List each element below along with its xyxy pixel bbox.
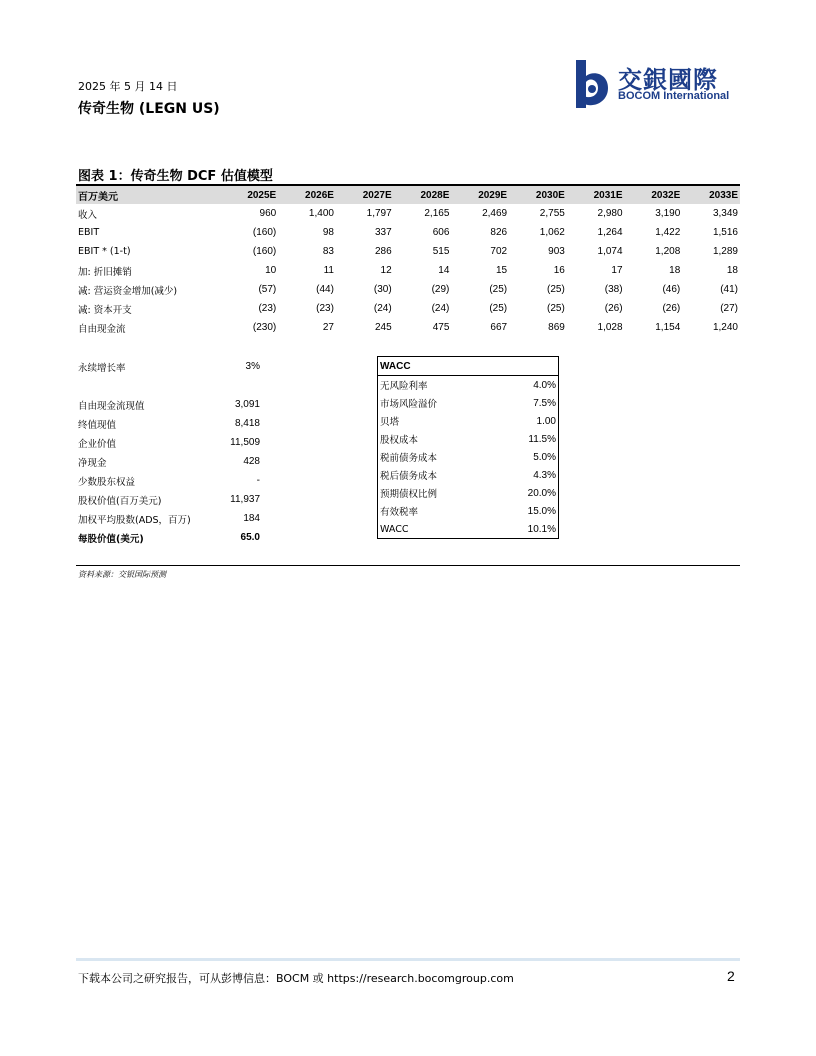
cell-value: (29) [431,284,450,295]
table-row [378,502,559,520]
cell-value: 98 [322,227,334,238]
logo-chinese: 交銀國際 [618,66,718,94]
table-row [378,484,559,502]
company-title: 传奇生物 (LEGN US) [78,101,220,117]
row-label: 贝塔 [380,417,400,428]
cell-value: 1,516 [712,227,738,238]
cell-value: 1,400 [308,208,334,219]
row-label: 预期债权比例 [380,489,438,500]
cell-value: 16 [553,265,565,276]
report-date: 2025 年 5 月 14 日 [78,80,178,93]
cell-value: (57) [258,284,277,295]
cell-value: 18 [726,265,738,276]
year-header: 2025E [221,186,279,204]
cell-value: 15 [495,265,508,276]
table-row [378,466,559,484]
row-label: EBIT [78,227,100,238]
figure-title: 图表 1：传奇生物 DCF 估值模型 [78,169,273,184]
cell-value: 4.3% [533,469,556,481]
table-row [76,433,262,452]
year-header: 2033E [682,186,740,204]
spacer-cell [76,376,220,395]
table-row [76,299,740,318]
cell-value: 1,240 [712,322,738,333]
table-row [76,414,262,433]
cell-value: (38) [604,284,623,295]
table-row [378,412,559,430]
cell-value: 1,028 [597,322,623,333]
cell-value: 1,154 [655,322,681,333]
row-label: 净现金 [78,457,107,469]
table-row [76,452,262,471]
row-label: 企业价值 [78,438,117,450]
table-row-total [76,528,262,547]
cell-value: 1,062 [539,227,565,238]
footer-rule [76,958,740,961]
cell-value: 11,509 [230,437,260,448]
year-header: 2031E [567,186,625,204]
cell-value: 702 [490,246,508,257]
row-label: 少数股东权益 [78,476,136,488]
table-row [76,318,740,337]
table-row [378,430,559,448]
cell-value: 515 [432,246,450,257]
cell-value: 1,797 [366,208,392,219]
year-header: 2029E [451,186,509,204]
page-number: 2 [727,968,735,984]
cell-value: 1,074 [597,246,623,257]
cell-value: 667 [490,322,508,333]
table-row [76,242,740,261]
cell-value: - [256,475,260,486]
growth-value: 3% [245,361,260,372]
growth-label: 永续增长率 [78,362,126,374]
table-row [76,395,262,414]
cell-value: 960 [259,208,277,219]
row-label: 减: 资本开支 [78,304,132,316]
cell-value: 2,755 [539,208,565,219]
cell-value: 337 [374,227,392,238]
spacer-cell [220,376,262,395]
cell-value: (25) [547,303,565,314]
cell-value: 1,208 [655,246,681,257]
row-label: 自由现金流现值 [78,400,145,412]
cell-value: 5.0% [533,451,556,463]
cell-value: (160) [252,227,277,238]
row-label: 自由现金流 [78,323,126,335]
row-label: 有效税率 [380,507,419,518]
row-label: 收入 [78,209,98,221]
table-row [378,448,559,466]
cell-value: 475 [432,322,450,333]
bocom-logo-icon [568,58,614,110]
cell-value: 3,091 [234,399,260,410]
cell-value: (24) [431,303,450,314]
table-row [378,520,559,539]
cell-value: 12 [380,265,392,276]
table-bottom-rule [76,565,740,566]
table-row [76,490,262,509]
cell-value: 11,937 [230,494,260,505]
cell-value: (23) [316,303,334,314]
wacc-title: WACC [378,357,559,376]
table-row [378,394,559,412]
cell-value: (24) [373,303,392,314]
year-header: 2030E [509,186,567,204]
table-row [76,280,740,299]
cell-value: 286 [374,246,392,257]
year-header: 2027E [336,186,394,204]
cell-value: 245 [374,322,392,333]
table-row [76,509,262,528]
cell-value: 1,264 [597,227,623,238]
table-row [76,357,262,376]
cell-value: (230) [252,322,277,333]
cell-value: (44) [316,284,334,295]
dcf-table [76,186,740,337]
cell-value: 184 [243,513,260,524]
row-label: WACC [380,523,409,535]
source-note: 资料来源：交银国际预测 [78,570,166,579]
dcf-header-row [76,186,740,204]
cell-value: 20.0% [527,487,556,499]
cell-value: 11 [323,265,334,276]
table-row [76,261,740,280]
cell-value: (25) [489,303,508,314]
cell-value: 2,165 [424,208,450,219]
cell-value: (25) [547,284,565,295]
cell-value: 83 [322,246,334,257]
year-header: 2028E [394,186,452,204]
cell-value: (25) [489,284,508,295]
cell-value: (27) [720,303,738,314]
cell-value: 18 [669,265,681,276]
table-row [378,376,559,395]
cell-value: 3,349 [712,208,738,219]
cell-value: 1,422 [655,227,681,238]
table-row [76,223,740,242]
row-label: 每股价值(美元) [78,533,144,545]
spacer-row [76,376,262,395]
row-label: 减: 营运资金增加(减少) [78,285,178,297]
row-label: 终值现值 [78,419,117,431]
cell-value: 3,190 [655,208,681,219]
row-label: 股权价值(百万美元) [78,495,162,507]
cell-value: 903 [548,246,565,257]
cell-value: 15.0% [527,505,556,517]
table-row [76,471,262,490]
cell-value: 10 [265,265,277,276]
cell-value: (30) [373,284,392,295]
year-header: 2032E [625,186,683,204]
wacc-header-row [378,357,559,376]
cell-value: 65.0 [240,532,260,543]
cell-value: (160) [252,246,277,257]
year-header: 2026E [278,186,336,204]
wacc-table [377,356,559,539]
row-label: EBIT * (1-t) [78,246,131,257]
cell-value: 8,418 [234,418,260,429]
cell-value: 2,469 [482,208,508,219]
cell-value: 869 [548,322,565,333]
footer-text: 下载本公司之研究报告，可从彭博信息：BOCM 或 https://research.bocomgroup.com [78,972,514,985]
cell-value: 27 [322,322,334,333]
table-row [76,204,740,223]
logo-english: BOCOM International [618,90,730,102]
valuation-table [76,357,262,547]
cell-value: 2,980 [597,208,623,219]
cell-value: 11.5% [528,433,556,445]
row-label: 无风险利率 [380,381,428,392]
row-label: 市场风险溢价 [380,399,438,410]
cell-value: (26) [604,303,623,314]
row-label: 税后债务成本 [380,471,438,482]
cell-value: (23) [258,303,277,314]
header-label: 百万美元 [76,186,221,204]
cell-value: (41) [720,284,738,295]
cell-value: 17 [611,265,623,276]
row-label: 税前债务成本 [380,453,438,464]
cell-value: 14 [438,265,450,276]
cell-value: (26) [662,303,681,314]
row-label: 股权成本 [380,435,419,446]
cell-value: 428 [243,456,260,467]
cell-value: 10.1% [527,523,556,535]
cell-value: 1.00 [536,415,556,427]
row-label: 加: 折旧摊销 [78,266,132,278]
cell-value: 606 [432,227,450,238]
bocom-logo [568,58,748,110]
cell-value: (46) [662,284,681,295]
cell-value: 1,289 [712,246,738,257]
cell-value: 826 [490,227,508,238]
row-label: 加权平均股数(ADS，百万) [78,514,191,526]
cell-value: 4.0% [533,379,556,391]
cell-value: 7.5% [533,397,556,409]
